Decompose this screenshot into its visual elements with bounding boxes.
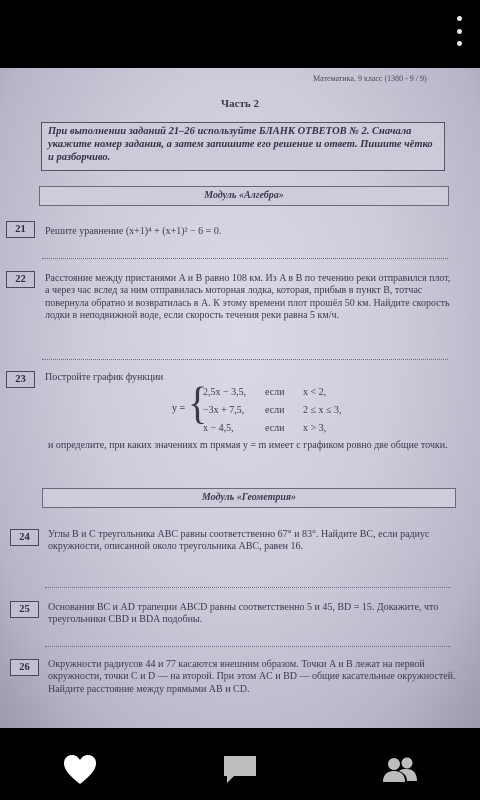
task-26-text: Окружности радиусов 44 и 77 касаются внешним образом. Точки A и B лежат на первой окружности, точки C и D — на второй. При этом AC и BD — общие касательные окружностей. Найдите расстояние между прямыми AB и CD. (48, 659, 456, 695)
instructions-box: При выполнении заданий 21–26 используйте БЛАНК ОТВЕТОВ № 2. Сначала укажите номер задания, а затем запишите его решение и ответ. Пишите чётко и разборчиво. (41, 122, 445, 171)
divider (45, 646, 451, 647)
photo-viewer[interactable] (0, 68, 480, 728)
sheet-header: Математика. 9 класс (1380 - 9 / 9) (313, 74, 427, 83)
task-number-25: 25 (10, 601, 39, 618)
task-24-text: Углы B и C треугольника ABC равны соответственно 67° и 83°. Найдите BC, если радиус окружности, описанной около треугольника ABC, равен 16. (48, 529, 430, 553)
overflow-menu-icon[interactable] (456, 16, 462, 46)
part-title: Часть 2 (221, 98, 259, 110)
task-number-23: 23 (6, 371, 35, 388)
module-algebra: Модуль «Алгебра» (39, 186, 449, 206)
divider (45, 587, 451, 588)
divider (42, 359, 448, 360)
task-number-26: 26 (10, 659, 39, 676)
status-bar (0, 0, 480, 60)
task-25-text: Основания BC и AD трапеции ABCD равны соответственно 5 и 45, BD = 15. Докажите, что треугольники CBD и BDA подобны. (48, 602, 439, 626)
task-number-22: 22 (6, 271, 35, 288)
piecewise-brace: { (188, 376, 208, 429)
heart-icon[interactable] (62, 754, 98, 786)
bottom-nav-bar (0, 740, 480, 800)
exam-sheet (0, 68, 480, 728)
function-label: y = (172, 403, 186, 414)
people-icon[interactable] (382, 754, 418, 786)
divider (42, 258, 448, 259)
task-21-text: Решите уравнение (x+1)⁴ + (x+1)² − 6 = 0. (45, 226, 222, 237)
task-22-text: Расстояние между пристанями A и B равно 108 км. Из A в B по течению реки отправился плот, а через час вслед за ним отправилась моторная лодка, которая, прибыв в пункт B, тотчас повернула обратно и возвратилась в A. К этому времени плот прошёл 50 км. Найдите скорость лодки в неподвижной воде, если скорость течения реки равна 5 км/ч. (45, 273, 451, 322)
comment-icon[interactable] (222, 754, 258, 786)
task-23-text: Постройте график функции (45, 372, 164, 383)
task-23-question: и определите, при каких значениях m прямая y = m имеет с графиком ровно две общие точки. (48, 440, 448, 451)
module-geometry: Модуль «Геометрия» (42, 488, 456, 508)
task-number-24: 24 (10, 529, 39, 546)
piecewise-table: 2,5x − 3,5, если x < 2, −3x + 7,5, если 2 ≤ x ≤ 3, x − 4,5, если x > 3, (203, 387, 342, 434)
task-number-21: 21 (6, 221, 35, 238)
